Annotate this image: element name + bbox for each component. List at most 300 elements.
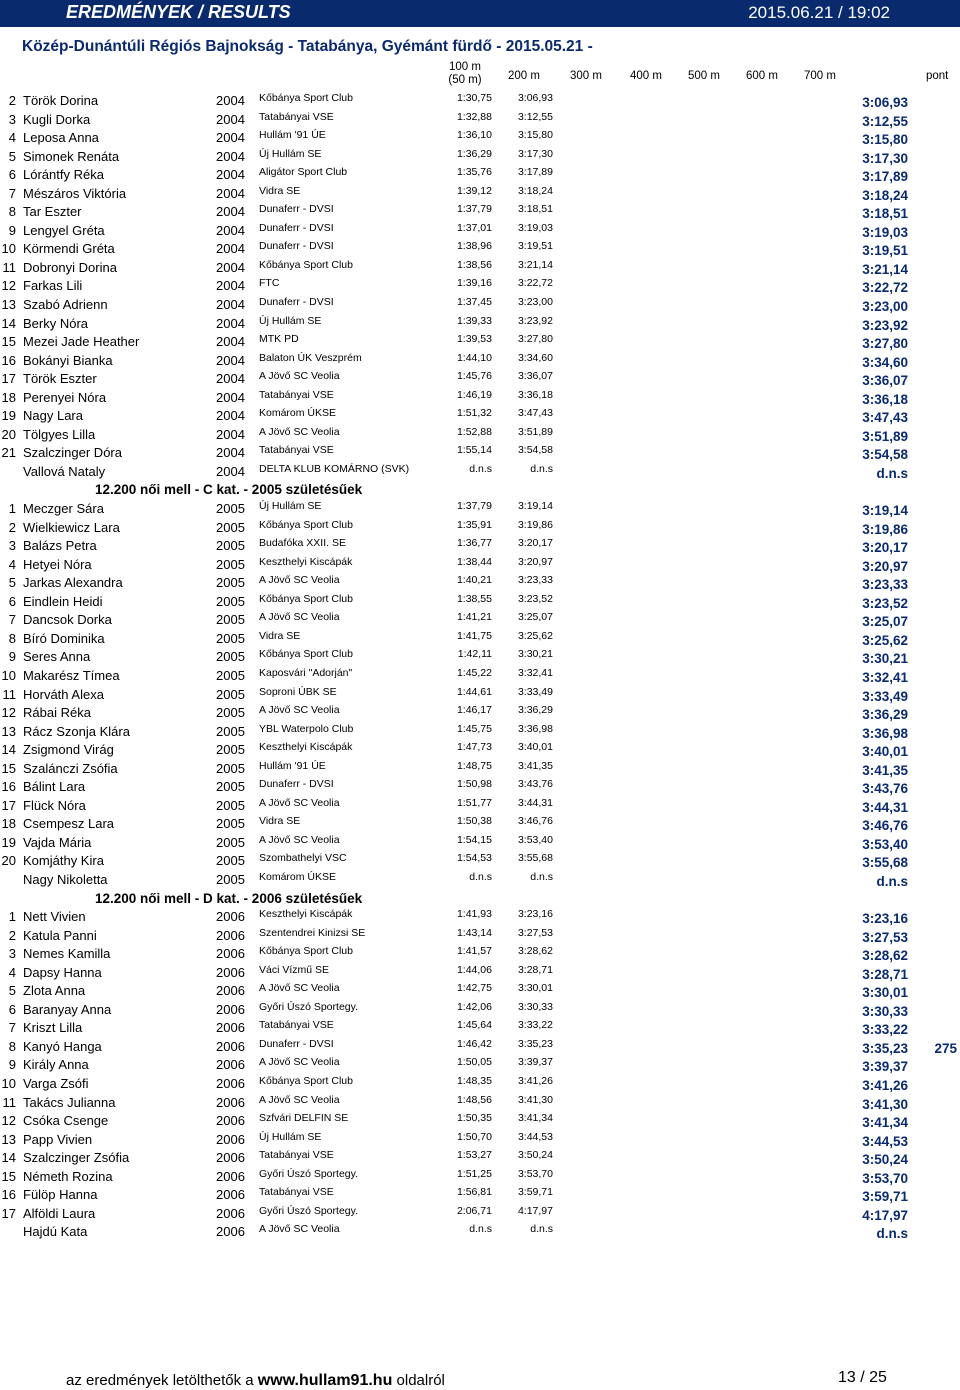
place-cell: 12	[1, 278, 16, 294]
swimmer-name: Csempesz Lara	[23, 816, 115, 832]
split-100m: 1:46,19	[456, 388, 492, 401]
place-cell: 1	[8, 909, 16, 925]
place-cell: 3	[8, 538, 16, 554]
column-header-600m: 600 m	[746, 70, 778, 82]
final-time: 3:30,21	[862, 651, 908, 667]
split-100m: d.n.s	[469, 462, 492, 475]
club-name: Kőbánya Sport Club	[259, 648, 353, 661]
event-section-header	[0, 481, 960, 500]
final-time: 3:19,03	[862, 224, 908, 240]
split-200m: d.n.s	[530, 462, 553, 475]
page-number: 13 / 25	[838, 1369, 887, 1386]
swimmer-name: Vajda Mária	[23, 834, 92, 850]
split-200m: 3:25,07	[517, 611, 553, 624]
club-name: Hullám '91 ÚE	[259, 129, 326, 142]
split-200m: 3:17,89	[517, 166, 553, 179]
table-row	[0, 778, 960, 797]
place-cell: 8	[8, 204, 16, 220]
split-100m: 1:51,32	[456, 407, 492, 420]
place-cell: 15	[1, 760, 16, 776]
birth-year: 2006	[216, 1224, 245, 1240]
birth-year: 2004	[216, 315, 245, 331]
split-100m: 1:54,15	[456, 833, 492, 846]
club-name: Kaposvári "Adorján"	[259, 666, 353, 679]
birth-year: 2005	[216, 593, 245, 609]
place-cell: 12	[1, 1113, 16, 1129]
birth-year: 2006	[216, 1113, 245, 1129]
split-200m: 3:55,68	[517, 852, 553, 865]
birth-year: 2005	[216, 612, 245, 628]
split-200m: 3:53,40	[517, 833, 553, 846]
table-row	[0, 1001, 960, 1020]
table-row	[0, 1094, 960, 1113]
table-row	[0, 834, 960, 853]
place-cell: 9	[8, 222, 16, 238]
birth-year: 2006	[216, 909, 245, 925]
club-name: Váci Vízmű SE	[259, 963, 330, 976]
split-100m: 1:45,64	[456, 1019, 492, 1032]
final-time: 3:20,97	[862, 558, 908, 574]
table-row	[0, 1056, 960, 1075]
club-name: A Jövő SC Veolia	[259, 574, 340, 587]
swimmer-name: Mezei Jade Heather	[23, 334, 140, 350]
competition-subtitle: Közép-Dunántúli Régiós Bajnokság - Tatabánya, Gyémánt fürdő - 2015.05.21 -	[22, 38, 593, 55]
footer-url[interactable]: www.hullam91.hu	[257, 1372, 393, 1389]
split-100m: 1:50,38	[456, 815, 492, 828]
report-datetime: 2015.06.21 / 19:02	[748, 3, 890, 22]
birth-year: 2005	[216, 501, 245, 517]
split-200m: d.n.s	[530, 1223, 553, 1236]
split-200m: 3:23,92	[517, 314, 553, 327]
split-200m: 3:33,49	[517, 685, 553, 698]
swimmer-name: Lórántfy Réka	[23, 167, 104, 183]
split-100m: 1:50,70	[456, 1130, 492, 1143]
place-cell: 2	[8, 93, 16, 108]
birth-year: 2006	[216, 1168, 245, 1184]
birth-year: 2004	[216, 241, 245, 257]
final-time: 3:12,55	[862, 113, 908, 129]
birth-year: 2004	[216, 334, 245, 350]
swimmer-name: Alföldi Laura	[23, 1205, 96, 1221]
points-cell: 275	[934, 1040, 957, 1056]
split-200m: 3:25,62	[517, 629, 553, 642]
birth-year: 2006	[216, 1020, 245, 1036]
place-cell: 3	[8, 111, 16, 127]
split-100m: 1:41,21	[456, 611, 492, 624]
split-200m: 3:36,18	[517, 388, 553, 401]
birth-year: 2006	[216, 1150, 245, 1166]
table-row	[0, 797, 960, 816]
split-100m: 1:48,75	[456, 759, 492, 772]
final-time: 3:21,14	[862, 261, 908, 277]
final-time: d.n.s	[876, 465, 908, 481]
split-100m: 1:46,42	[456, 1037, 492, 1050]
table-row	[0, 686, 960, 705]
split-100m: 1:30,75	[456, 92, 492, 104]
swimmer-name: Takács Julianna	[23, 1094, 116, 1110]
table-row	[0, 1205, 960, 1224]
swimmer-name: Rácz Szonja Klára	[23, 723, 130, 739]
place-cell: 9	[8, 649, 16, 665]
club-name: Kőbánya Sport Club	[259, 945, 353, 958]
split-200m: 3:47,43	[517, 407, 553, 420]
table-row	[0, 463, 960, 482]
table-row	[0, 611, 960, 630]
split-100m: 1:41,75	[456, 629, 492, 642]
table-row	[0, 389, 960, 408]
column-header-300m: 300 m	[570, 70, 602, 82]
place-cell: 16	[1, 352, 16, 368]
split-100m: 1:36,10	[456, 129, 492, 142]
swimmer-name: Kugli Dorka	[23, 111, 91, 127]
final-time: 3:17,89	[862, 169, 908, 185]
swimmer-name: Kriszt Lilla	[23, 1020, 83, 1036]
place-cell: 13	[1, 297, 16, 313]
club-name: Kőbánya Sport Club	[259, 92, 353, 104]
place-cell: 5	[8, 575, 16, 591]
birth-year: 2004	[216, 389, 245, 405]
swimmer-name: Mészáros Viktória	[23, 185, 127, 201]
birth-year: 2004	[216, 463, 245, 479]
club-name: A Jövő SC Veolia	[259, 833, 340, 846]
final-time: 3:18,24	[862, 187, 908, 203]
split-100m: 1:38,56	[456, 258, 492, 271]
split-200m: 3:40,01	[517, 741, 553, 754]
split-200m: 3:20,17	[517, 537, 553, 550]
birth-year: 2004	[216, 204, 245, 220]
swimmer-name: Papp Vivien	[23, 1131, 93, 1147]
split-100m: 1:39,53	[456, 333, 492, 346]
split-200m: 3:30,21	[517, 648, 553, 661]
final-time: 3:23,92	[862, 317, 908, 333]
swimmer-name: Leposa Anna	[23, 130, 99, 146]
split-200m: 3:19,14	[517, 500, 553, 513]
split-100m: 1:45,22	[456, 666, 492, 679]
split-200m: 3:12,55	[517, 110, 553, 123]
club-name: Tatabányai VSE	[259, 1019, 334, 1032]
table-row	[0, 203, 960, 222]
club-name: DELTA KLUB KOMÁRNO (SVK)	[259, 462, 410, 475]
split-200m: 3:43,76	[517, 778, 553, 791]
final-time: 3:59,71	[862, 1189, 908, 1205]
swimmer-name: Perenyei Nóra	[23, 389, 107, 405]
birth-year: 2005	[216, 519, 245, 535]
birth-year: 2005	[216, 686, 245, 702]
place-cell: 7	[8, 612, 16, 628]
swimmer-name: Varga Zsófi	[23, 1075, 89, 1091]
split-200m: 3:41,26	[517, 1074, 553, 1087]
split-100m: 1:42,11	[457, 648, 492, 661]
split-100m: 1:41,93	[456, 908, 492, 921]
split-200m: 3:36,07	[517, 370, 553, 383]
final-time: 3:33,22	[862, 1022, 908, 1038]
split-200m: 3:51,89	[517, 425, 553, 438]
split-200m: 3:46,76	[517, 815, 553, 828]
club-name: A Jövő SC Veolia	[259, 611, 340, 624]
final-time: 3:41,35	[862, 762, 908, 778]
place-cell: 15	[1, 334, 16, 350]
place-cell: 12	[1, 705, 16, 721]
swimmer-name: Király Anna	[23, 1057, 89, 1073]
club-name: Keszthelyi Kiscápák	[259, 555, 353, 568]
final-time: 3:23,16	[862, 911, 908, 927]
split-100m: 1:48,56	[456, 1093, 492, 1106]
split-200m: 3:34,60	[517, 351, 553, 364]
table-row	[0, 741, 960, 760]
place-cell: 2	[8, 927, 16, 943]
swimmer-name: Dobronyi Dorina	[23, 259, 117, 275]
birth-year: 2004	[216, 222, 245, 238]
swimmer-name: Hetyei Nóra	[23, 556, 92, 572]
club-name: Tatabányai VSE	[259, 110, 334, 123]
final-time: 3:30,01	[862, 985, 908, 1001]
table-row	[0, 908, 960, 927]
table-row	[0, 426, 960, 445]
split-200m: 3:27,53	[517, 926, 553, 939]
swimmer-name: Tar Eszter	[23, 204, 82, 220]
club-name: Dunaferr - DVSI	[259, 296, 334, 309]
split-200m: 3:28,62	[517, 945, 553, 958]
table-row	[0, 444, 960, 463]
split-200m: 3:41,30	[517, 1093, 553, 1106]
table-row	[0, 630, 960, 649]
place-cell: 8	[8, 630, 16, 646]
swimmer-name: Baranyay Anna	[23, 1001, 112, 1017]
final-time: 3:40,01	[862, 744, 908, 760]
club-name: A Jövő SC Veolia	[259, 370, 340, 383]
place-cell: 4	[8, 130, 16, 146]
table-row	[0, 1149, 960, 1168]
place-cell: 18	[1, 389, 16, 405]
swimmer-name: Meczger Sára	[23, 501, 104, 517]
club-name: Szombathelyi VSC	[259, 852, 347, 865]
split-200m: 3:27,80	[517, 333, 553, 346]
place-cell: 19	[1, 408, 16, 424]
results-title: EREDMÉNYEK / RESULTS	[66, 2, 291, 22]
club-name: Soproni ÚBK SE	[259, 685, 337, 698]
place-cell: 4	[8, 964, 16, 980]
swimmer-name: Berky Nóra	[23, 315, 89, 331]
split-100m: 1:48,35	[456, 1074, 492, 1087]
split-100m: 1:51,25	[456, 1167, 492, 1180]
split-200m: 3:30,33	[517, 1000, 553, 1013]
swimmer-name: Flück Nóra	[23, 797, 86, 813]
swimmer-name: Horváth Alexa	[23, 686, 104, 702]
final-time: d.n.s	[876, 873, 908, 889]
split-100m: 1:53,27	[456, 1149, 492, 1162]
split-100m: 1:51,77	[456, 796, 492, 809]
club-name: A Jövő SC Veolia	[259, 1093, 340, 1106]
table-row	[0, 148, 960, 167]
split-200m: 3:23,52	[517, 592, 553, 605]
birth-year: 2004	[216, 352, 245, 368]
final-time: 3:41,34	[862, 1115, 908, 1131]
split-200m: 3:50,24	[517, 1149, 553, 1162]
club-name: Tatabányai VSE	[259, 1186, 334, 1199]
place-cell: 14	[1, 1150, 16, 1166]
swimmer-name: Simonek Renáta	[23, 148, 120, 164]
club-name: Dunaferr - DVSI	[259, 221, 334, 234]
column-header-200m: 200 m	[508, 70, 540, 82]
final-time: 3:23,33	[862, 577, 908, 593]
final-time: 3:36,98	[862, 725, 908, 741]
table-row	[0, 315, 960, 334]
club-name: Balaton ÚK Veszprém	[259, 351, 362, 364]
final-time: 3:51,89	[862, 428, 908, 444]
final-time: 3:23,00	[862, 299, 908, 315]
split-100m: d.n.s	[469, 870, 492, 883]
split-100m: 1:39,16	[456, 277, 492, 290]
swimmer-name: Wielkiewicz Lara	[23, 519, 120, 535]
club-name: A Jövő SC Veolia	[259, 1056, 340, 1069]
swimmer-name: Bálint Lara	[23, 779, 86, 795]
birth-year: 2005	[216, 816, 245, 832]
split-200m: 3:22,72	[517, 277, 553, 290]
club-name: Kőbánya Sport Club	[259, 518, 353, 531]
footer-download-note: az eredmények letölthetők a www.hullam91.hu oldalról	[66, 1372, 445, 1389]
split-100m: 1:44,61	[456, 685, 492, 698]
birth-year: 2005	[216, 556, 245, 572]
table-row	[0, 964, 960, 983]
table-row	[0, 945, 960, 964]
final-time: 3:34,60	[862, 354, 908, 370]
split-100m: 1:50,05	[456, 1056, 492, 1069]
split-100m: 1:39,33	[456, 314, 492, 327]
table-row	[0, 370, 960, 389]
club-name: Keszthelyi Kiscápák	[259, 908, 353, 921]
final-time: 3:19,14	[862, 503, 908, 519]
event-title: 12.200 női mell - D kat. - 2006 születésűek	[95, 890, 363, 906]
club-name: Vidra SE	[259, 184, 301, 197]
table-row	[0, 1168, 960, 1187]
split-100m: 1:37,79	[456, 203, 492, 216]
birth-year: 2004	[216, 371, 245, 387]
table-row	[0, 537, 960, 556]
birth-year: 2004	[216, 148, 245, 164]
split-100m: 1:44,10	[456, 351, 492, 364]
swimmer-name: Hajdú Kata	[23, 1224, 88, 1240]
birth-year: 2006	[216, 1001, 245, 1017]
place-cell: 17	[1, 797, 16, 813]
club-name: MTK PD	[259, 333, 299, 346]
club-name: Komárom ÚKSE	[259, 407, 337, 420]
split-200m: d.n.s	[530, 870, 553, 883]
split-100m: 1:56,81	[456, 1186, 492, 1199]
swimmer-name: Dancsok Dorka	[23, 612, 112, 628]
final-time: 3:36,29	[862, 707, 908, 723]
table-row	[0, 352, 960, 371]
club-name: Komárom ÚKSE	[259, 870, 337, 883]
split-100m: 1:39,12	[456, 184, 492, 197]
final-time: 3:15,80	[862, 132, 908, 148]
split-200m: 3:18,24	[517, 184, 553, 197]
final-time: 3:30,33	[862, 1003, 908, 1019]
header-banner	[0, 0, 960, 27]
swimmer-name: Balázs Petra	[23, 538, 97, 554]
final-time: 3:23,52	[862, 595, 908, 611]
table-row	[0, 222, 960, 241]
swimmer-name: Katula Panni	[23, 927, 97, 943]
swimmer-name: Tölgyes Lilla	[23, 426, 96, 442]
split-200m: 3:20,97	[517, 555, 553, 568]
split-100m: 1:42,75	[456, 982, 492, 995]
club-name: Kőbánya Sport Club	[259, 1074, 353, 1087]
place-cell: 20	[1, 853, 16, 869]
place-cell: 9	[8, 1057, 16, 1073]
split-100m: 1:36,77	[456, 537, 492, 550]
club-name: Dunaferr - DVSI	[259, 778, 334, 791]
split-100m: d.n.s	[469, 1223, 492, 1236]
final-time: 3:36,18	[862, 391, 908, 407]
birth-year: 2004	[216, 445, 245, 461]
table-row	[0, 815, 960, 834]
table-row	[0, 111, 960, 130]
club-name: Szentendrei Kinizsi SE	[259, 926, 366, 939]
place-cell: 11	[2, 1094, 16, 1110]
birth-year: 2006	[216, 1057, 245, 1073]
split-100m: 1:37,45	[456, 296, 492, 309]
place-cell: 3	[8, 946, 16, 962]
swimmer-name: Bíró Dominika	[23, 630, 105, 646]
split-100m: 1:54,53	[456, 852, 492, 865]
table-row	[0, 1112, 960, 1131]
place-cell: 17	[1, 371, 16, 387]
place-cell: 4	[8, 556, 16, 572]
club-name: A Jövő SC Veolia	[259, 704, 340, 717]
final-time: 3:39,37	[862, 1059, 908, 1075]
place-cell: 10	[1, 241, 16, 257]
swimmer-name: Török Dorina	[23, 93, 99, 108]
split-200m: 4:17,97	[517, 1204, 553, 1217]
table-row	[0, 982, 960, 1001]
table-row	[0, 667, 960, 686]
final-time: 4:17,97	[862, 1207, 908, 1223]
split-200m: 3:23,00	[517, 296, 553, 309]
final-time: 3:41,30	[862, 1096, 908, 1112]
split-200m: 3:28,71	[517, 963, 553, 976]
birth-year: 2006	[216, 1187, 245, 1203]
birth-year: 2006	[216, 1205, 245, 1221]
swimmer-name: Rábai Réka	[23, 705, 91, 721]
split-200m: 3:19,51	[517, 240, 553, 253]
split-200m: 3:19,03	[517, 221, 553, 234]
final-time: 3:27,80	[862, 336, 908, 352]
birth-year: 2005	[216, 649, 245, 665]
place-cell: 13	[1, 1131, 16, 1147]
split-100m: 2:06,71	[456, 1204, 492, 1217]
place-cell: 7	[8, 185, 16, 201]
swimmer-name: Komjáthy Kira	[23, 853, 104, 869]
split-200m: 3:54,58	[517, 444, 553, 457]
club-name: FTC	[259, 277, 280, 290]
final-time: 3:22,72	[862, 280, 908, 296]
club-name: Új Hullám SE	[259, 1130, 322, 1143]
swimmer-name: Vallová Nataly	[23, 463, 106, 479]
table-row	[0, 1019, 960, 1038]
place-cell: 1	[8, 501, 16, 517]
final-time: 3:06,93	[862, 95, 908, 110]
swimmer-name: Szalczinger Dóra	[23, 445, 122, 461]
split-200m: 3:32,41	[517, 666, 553, 679]
place-cell: 14	[1, 742, 16, 758]
table-row	[0, 704, 960, 723]
place-cell: 6	[8, 1001, 16, 1017]
final-time: 3:55,68	[862, 855, 908, 871]
swimmer-name: Makarész Tímea	[23, 667, 120, 683]
final-time: 3:43,76	[862, 781, 908, 797]
birth-year: 2005	[216, 779, 245, 795]
final-time: 3:17,30	[862, 150, 908, 166]
